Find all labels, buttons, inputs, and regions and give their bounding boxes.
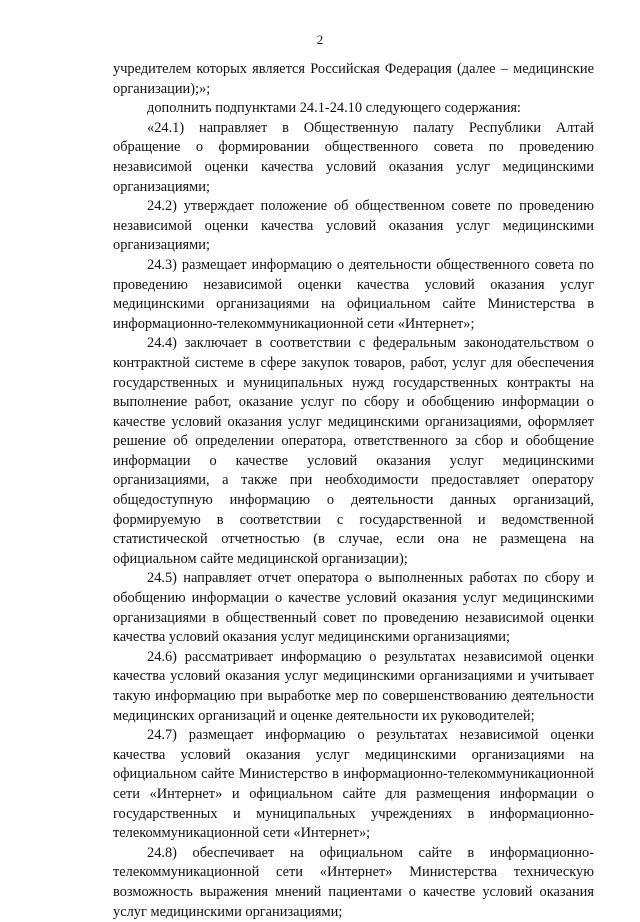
page-number: 2 — [316, 32, 324, 47]
paragraph-24-4: 24.4) заключает в соответствии с федеральным законодательством о контрактной системе в сфере закупок товаров, работ, услуг для обеспечения государственных и муниципальных нужд государственных контракты на выполнение работ, оказание услуг по сбору и обобщению информации о качестве условий оказания услуг медицинскими организациями, оформляет решение об определении оператора, ответственного за сбор и обобщение информации о качестве условий оказания услуг медицинскими организациями, а также при необходимости предоставляет оператору общедоступную информацию о деятельности данных организаций, формируемую в соответствии с государственной и ведомственной статистической отчетностью (в случае, если она не размещена на официальном сайте медицинской организации); — [113, 335, 594, 567]
paragraph-24-3: 24.3) размещает информацию о деятельности общественного совета по проведению независимой оценки качества условий оказания услуг медицинскими организациями на официальном сайте Министерства в информационно-телекоммуникационной сети «Интернет»; — [113, 256, 594, 332]
document-body — [113, 60, 594, 922]
paragraph-amendment-intro: дополнить подпунктами 24.1-24.10 следующего содержания: — [147, 100, 521, 117]
paragraph-24-6: 24.6) рассматривает информацию о результатах независимой оценки качества условий оказания услуг медицинскими организациями и учитывает такую информацию при выработке мер по совершенствованию деятельности медицинских организаций и оценке деятельности их руководителей; — [113, 648, 594, 724]
paragraph-24-5: 24.5) направляет отчет оператора о выполненных работах по сбору и обобщению информации о качестве условий оказания услуг медицинскими организациями в общественный совет по проведению независимой оценки качества условий оказания услуг медицинскими организациями; — [113, 570, 594, 646]
paragraph-continuation: учредителем которых является Российская Федерация (далее – медицинские организации);»; — [113, 61, 594, 97]
paragraph-24-2: 24.2) утверждает положение об общественном совете по проведению независимой оценки качества условий оказания услуг медицинскими организациями; — [113, 198, 594, 254]
paragraph-24-1: «24.1) направляет в Общественную палату Республики Алтай обращение о формировании общественного совета по проведению независимой оценки качества условий оказания услуг медицинскими организациями; — [113, 119, 594, 195]
paragraph-24-7: 24.7) размещает информацию о результатах независимой оценки качества условий оказания услуг медицинскими организациями на официальном сайте Министерство в информационно-телекоммуникационной сети «Интернет» и официальном сайте для размещения информации о государственных и муниципальных учреждениях в информационно-телекоммуникационной сети «Интернет»; — [113, 727, 594, 842]
paragraph-24-8: 24.8) обеспечивает на официальном сайте в информационно-телекоммуникационной сети «Интернет» Министерства техническую возможность выражения мнений пациентами о качестве условий оказания услуг медицинскими организациями; — [113, 844, 594, 920]
